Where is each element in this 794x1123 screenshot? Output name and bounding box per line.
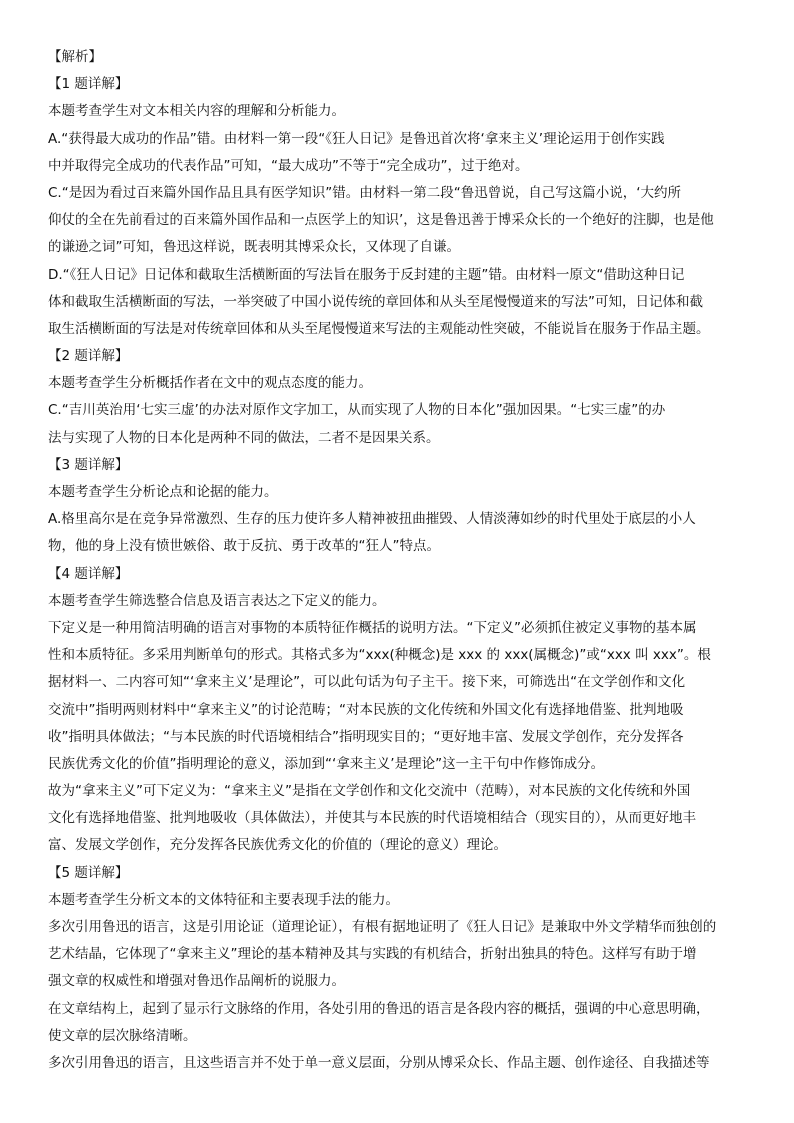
text-line: 下定义是一种用简洁明确的语言对事物的本质特征作概括的说明方法。“下定义”必须抓住被定义事物的基本属 xyxy=(48,619,697,636)
text-line: 文化有选择地借鉴、批判地吸收（具体做法），并使其与本民族的时代语境相结合（现实目的），从而更好地丰 xyxy=(48,810,696,827)
text-line: 物，他的身上没有愤世嫉俗、敢于反抗、勇于改革的“狂人”特点。 xyxy=(48,538,440,555)
text-line: 故为“拿来主义”可下定义为：“拿来主义”是指在文学创作和文化交流中（范畴），对本民族的文化传统和外国 xyxy=(48,783,691,800)
section-heading: 【3 题详解】 xyxy=(48,456,129,473)
text-line: 本题考查学生分析文本的文体特征和主要表现手法的能力。 xyxy=(48,891,399,908)
text-line: 据材料一、二内容可知“‘拿来主义’是理论”，可以此句话为句子主干。接下来，可筛选出“在文学创作和文化 xyxy=(48,674,686,691)
text-line: 体和截取生活横断面的写法，一举突破了中国小说传统的章回体和从头至尾慢慢道来的写法”可知，日记体和截 xyxy=(48,293,703,310)
text-line: D.“《狂人日记》日记体和截取生活横断面的写法旨在服务于反封建的主题”错。由材料一原文“借助这种日记 xyxy=(48,266,685,283)
text-line: A.格里高尔是在竞争异常激烈、生存的压力使许多人精神被扭曲摧毁、人情淡薄如纱的时代里处于底层的小人 xyxy=(48,511,696,528)
text-line: C.“是因为看过百来篇外国作品且具有医学知识”错。由材料一第二段“鲁迅曾说，自己写这篇小说，‘大约所 xyxy=(48,184,681,201)
text-line: C.“吉川英治用‘七实三虚’的办法对原作文字加工，从而实现了人物的日本化”强加因果。“七实三虚”的办 xyxy=(48,402,666,419)
document-page xyxy=(48,44,748,1077)
text-line: 法与实现了人物的日本化是两种不同的做法，二者不是因果关系。 xyxy=(48,429,440,446)
text-line: 强文章的权威性和增强对鲁迅作品阐析的说服力。 xyxy=(48,973,345,990)
text-line: 多次引用鲁迅的语言，且这些语言并不处于单一意义层面，分别从博采众长、作品主题、创作途径、自我描述等 xyxy=(48,1054,710,1071)
text-line: 富、发展文学创作，充分发挥各民族优秀文化的价值的（理论的意义）理论。 xyxy=(48,837,507,854)
text-line: 本题考查学生分析论点和论据的能力。 xyxy=(48,484,278,500)
text-line: 民族优秀文化的价值”指明理论的意义，添加到“‘拿来主义’是理论”这一主干句中作修饰成分。 xyxy=(48,755,605,772)
text-line: 的谦逊之词”可知，鲁迅这样说，既表明其博采众长，又体现了自谦。 xyxy=(48,239,460,256)
text-line: 性和本质特征。多采用判断单句的形式。其格式多为“xxx(种概念)是 xxx 的 xxx(属概念)”或“xxx 叫 xxx”。根 xyxy=(48,647,711,664)
text-line: 收”指明具体做法；“与本民族的时代语境相结合”指明现实目的；“更好地丰富、发展文学创作，充分发挥各 xyxy=(48,728,684,745)
text-line: 中并取得完全成功的代表作品”可知，“最大成功”不等于“完全成功”，过于绝对。 xyxy=(48,157,529,174)
section-heading: 【5 题详解】 xyxy=(48,864,129,881)
text-line: 本题考查学生分析概括作者在文中的观点态度的能力。 xyxy=(48,375,372,392)
text-line: A.“获得最大成功的作品”错。由材料一第一段“《狂人日记》是鲁迅首次将‘拿来主义’理论运用于创作实践 xyxy=(48,130,665,147)
section-heading: 【4 题详解】 xyxy=(48,565,129,582)
text-line: 多次引用鲁迅的语言，这是引用论证（道理论证），有根有据地证明了《狂人日记》是兼取中外文学精华而独创的 xyxy=(48,919,717,935)
text-line: 交流中”指明两则材料中“拿来主义”的讨论范畴；“对本民族的文化传统和外国文化有选择地借鉴、批判地吸 xyxy=(48,701,684,718)
text-line: 仰仗的全在先前看过的百来篇外国作品和一点医学上的知识’，这是鲁迅善于博采众长的一个绝好的注脚，也是他 xyxy=(48,212,714,229)
text-line: 本题考查学生筛选整合信息及语言表达之下定义的能力。 xyxy=(48,592,386,609)
section-heading: 【1 题详解】 xyxy=(48,76,129,93)
text-line: 艺术结晶，它体现了“拿来主义”理论的基本精神及其与实践的有机结合，折射出独具的特色。这样写有助于增 xyxy=(48,946,697,963)
section-heading: 【解析】 xyxy=(48,49,102,65)
text-line: 使文章的层次脉络清晰。 xyxy=(48,1027,197,1044)
text-line: 本题考查学生对文本相关内容的理解和分析能力。 xyxy=(48,103,345,120)
text-line: 在文章结构上，起到了显示行文脉络的作用，各处引用的鲁迅的语言是各段内容的概括，强调的中心意思明确， xyxy=(48,1000,710,1017)
text-line: 取生活横断面的写法是对传统章回体和从头至尾慢慢道来写法的主观能动性突破，不能说旨在服务于作品主题。 xyxy=(48,320,710,337)
section-heading: 【2 题详解】 xyxy=(48,348,129,365)
